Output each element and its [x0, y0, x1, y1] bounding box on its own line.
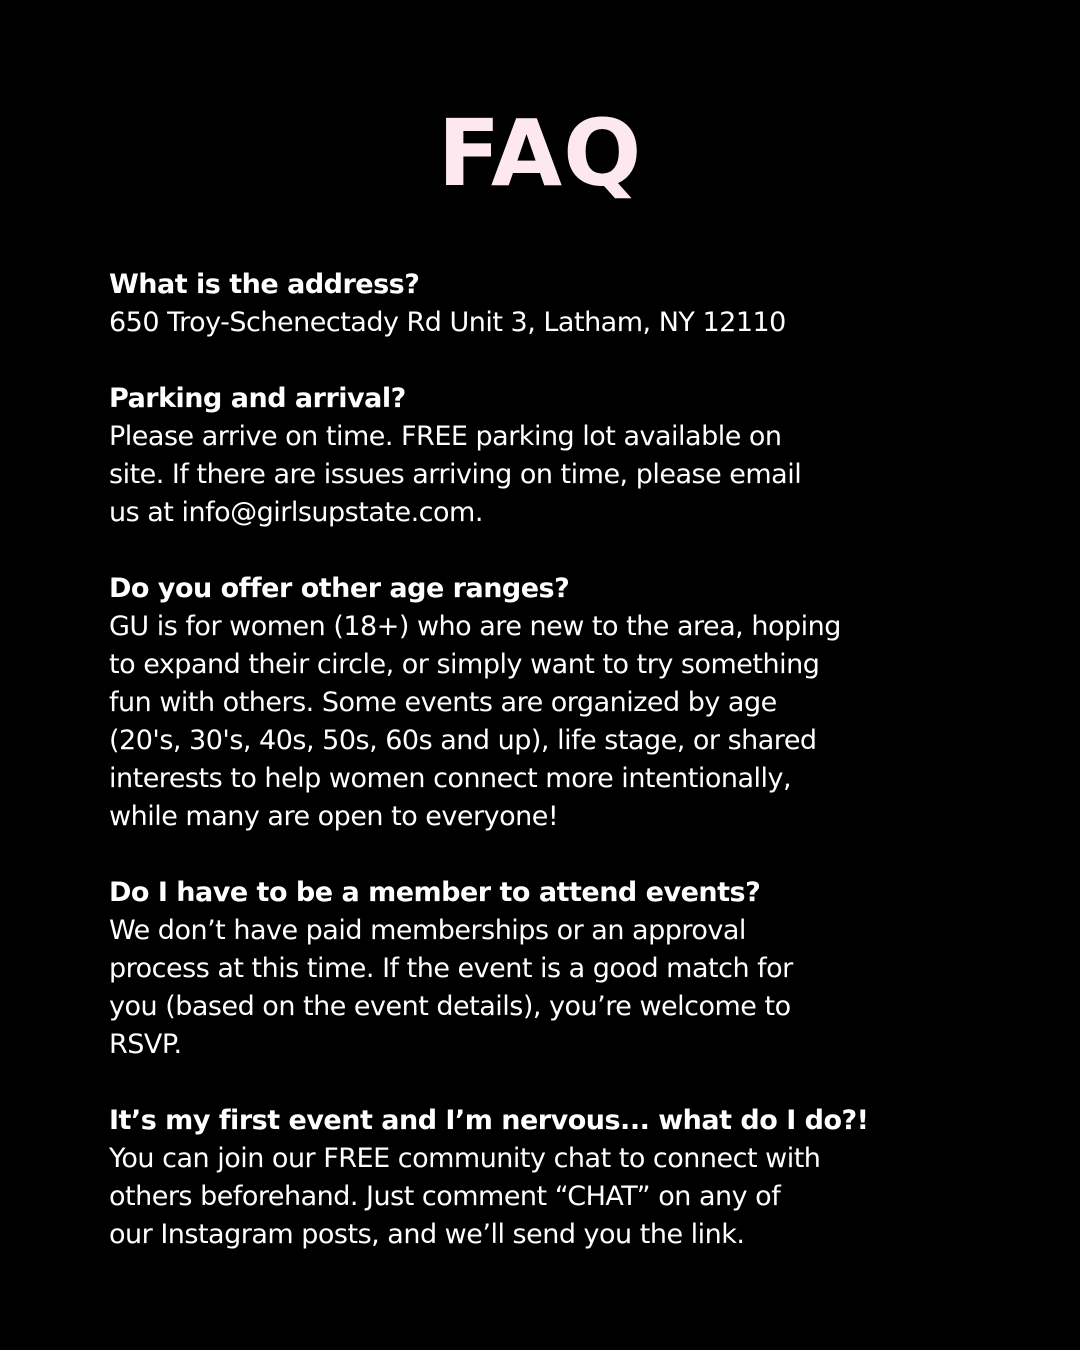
- page-title: FAQ: [437, 100, 643, 207]
- faq-item-parking: [109, 380, 989, 532]
- faq-item-address: [109, 266, 989, 342]
- faq-item-first-event: [109, 1102, 989, 1254]
- faq-answer: GU is for women (18+) who are new to the area, hoping to expand their circle, or simply want to try something fun with others. Some events are organized by age (20's, 30's, 40s, 50s, 60s and up), life stage, or shared interests to help women connect more intentionally, while many are open to everyone!: [109, 611, 841, 832]
- faq-question: Do I have to be a member to attend events?: [109, 877, 761, 908]
- faq-question: Do you offer other age ranges?: [109, 573, 570, 604]
- faq-item-membership: [109, 874, 989, 1064]
- faq-question: It’s my first event and I’m nervous... what do I do?!: [109, 1105, 869, 1136]
- faq-question: What is the address?: [109, 269, 420, 300]
- faq-answer: You can join our FREE community chat to connect with others beforehand. Just comment “CHAT” on any of our Instagram posts, and we’ll send you the link.: [109, 1143, 821, 1250]
- faq-answer: We don’t have paid memberships or an approval process at this time. If the event is a good match for you (based on the event details), you’re welcome to RSVP.: [109, 915, 793, 1060]
- faq-question: Parking and arrival?: [109, 383, 406, 414]
- faq-answer: 650 Troy-Schenectady Rd Unit 3, Latham, NY 12110: [109, 307, 786, 338]
- faq-list: [109, 266, 989, 1292]
- faq-item-age-ranges: [109, 570, 989, 836]
- faq-answer: Please arrive on time. FREE parking lot available on site. If there are issues arriving on time, please email us at info@girlsupstate.com.: [109, 421, 802, 528]
